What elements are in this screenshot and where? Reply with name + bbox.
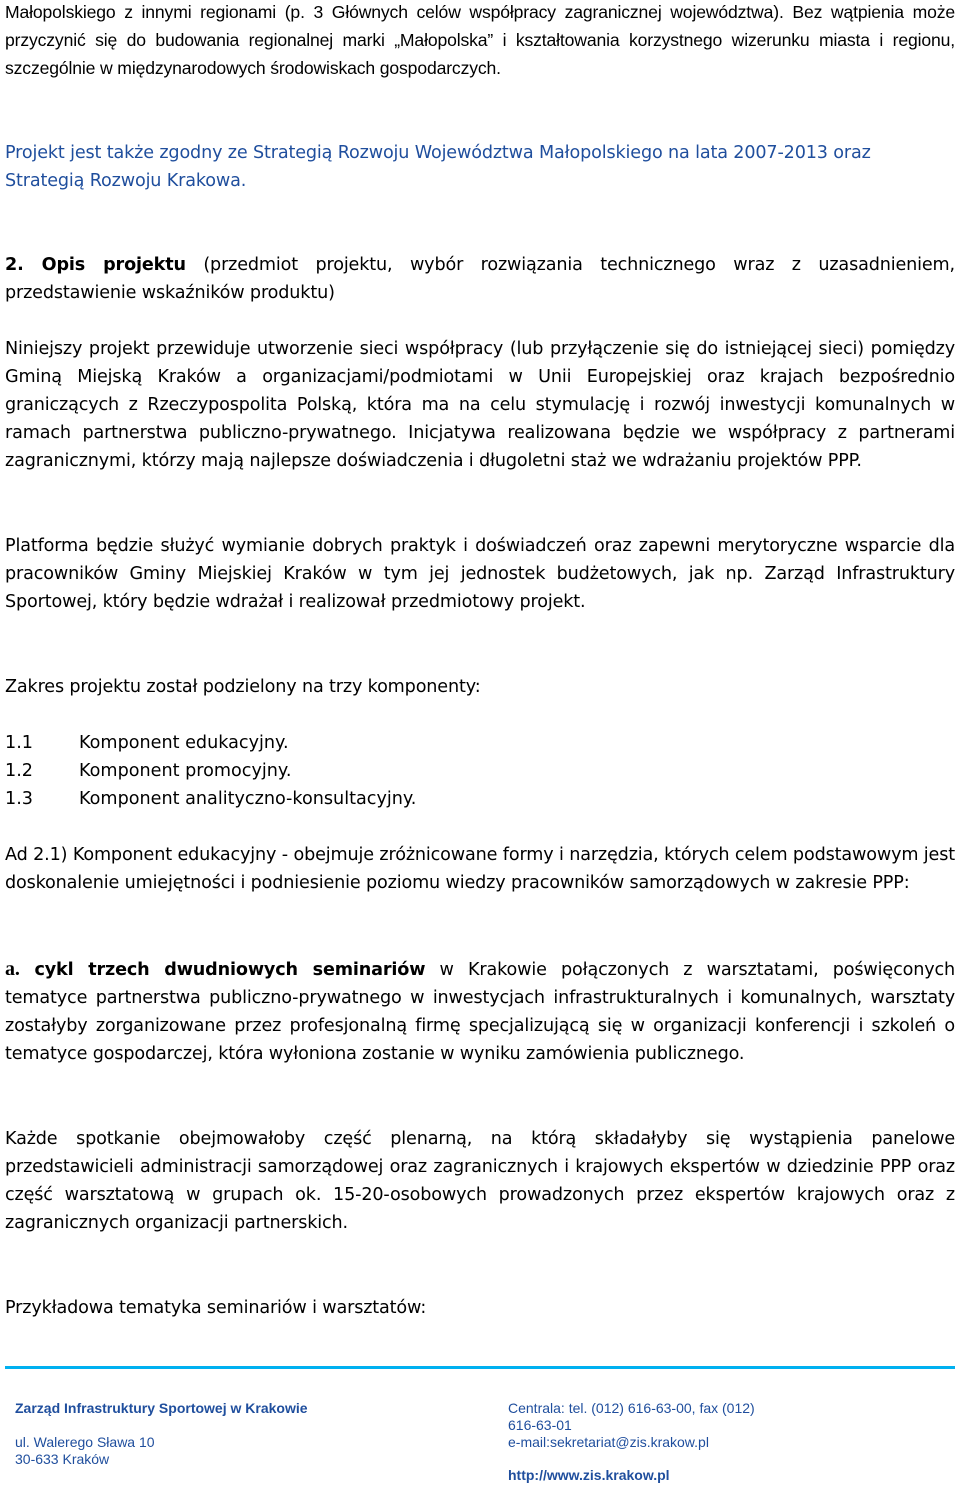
meeting-paragraph: Każde spotkanie obejmowałoby część plenarną, na którą składałyby się wystąpienia panelowe przedstawicieli administracji samorządowej oraz zagranicznych i krajowych ekspertów w dziedzinie PPP oraz część warsztatową w grupach ok. 15-20-osobowych prowadzonych przez ekspertów krajowych oraz z zagranicznych organizacji partnerskich. <box>5 1129 955 1233</box>
section-heading-title: 2. Opis projektu <box>5 255 186 275</box>
footer-email-link[interactable]: e-mail:sekretariat@zis.krakow.pl <box>508 1434 709 1450</box>
list-item-label: Komponent analityczno-konsultacyjny. <box>79 789 417 809</box>
item-a-title: cykl trzech dwudniowych seminariów <box>19 960 426 980</box>
list-item <box>5 729 416 757</box>
network-paragraph <box>5 335 955 475</box>
scope-paragraph: Zakres projektu został podzielony na trzy komponenty: <box>5 677 481 697</box>
footer-org-name: Zarząd Infrastruktury Sportowej w Krakowie <box>15 1400 308 1416</box>
page-footer <box>0 1390 960 1487</box>
list-item-number: 1.3 <box>5 789 33 809</box>
platform-paragraph: Platforma będzie służyć wymianie dobrych praktyk i doświadczeń oraz zapewni merytoryczne wsparcie dla pracowników Gminy Miejskiej Kraków w tym jej jednostek budżetowych, jak np. Zarząd Infrastruktury Sportowej, który będzie wdrażał i realizował przedmiotowy projekt. <box>5 536 955 612</box>
item-a-letter: a. <box>5 958 20 980</box>
list-item-number: 1.2 <box>5 761 33 781</box>
section-heading <box>5 251 955 307</box>
strategy-paragraph: Projekt jest także zgodny ze Strategią Rozwoju Województwa Małopolskiego na lata 2007-2013 oraz Strategią Rozwoju Krakowa. <box>5 143 871 191</box>
footer-website-link[interactable]: http://www.zis.krakow.pl <box>508 1467 670 1483</box>
footer-phone: Centrala: tel. (012) 616-63-00, fax (012) <box>508 1400 755 1416</box>
intro-paragraph: Małopolskiego z innymi regionami (p. 3 Głównych celów współpracy zagranicznej województwa). Bez wątpienia może przyczynić się do budowania regionalnej marki „Małopolska” i kształtowania korzystnego wizerunku miasta i regionu, szczególnie w międzynarodowych środowiskach gospodarczych. <box>5 2 955 78</box>
components-list <box>5 729 416 813</box>
list-item-label: Komponent edukacyjny. <box>79 733 289 753</box>
footer-fax: 616-63-01 <box>508 1417 572 1433</box>
examples-heading: Przykładowa tematyka seminariów i warsztatów: <box>5 1298 427 1318</box>
section-heading-description: (przedmiot projektu, wybór rozwiązania technicznego wraz z uzasadnieniem, przedstawienie wskaźników produktu) <box>5 255 955 303</box>
list-item <box>5 757 416 785</box>
network-paragraph-text: Niniejszy projekt przewiduje utworzenie sieci współpracy (lub przyłączenie się do istniejącej sieci) pomiędzy Gminą Miejską Kraków a organizacjami/podmiotami w Unii Europejskiej oraz krajach bezpośrednio graniczących z Rzeczypospolita Polską, która ma na celu stymulację i rozwój inwestycji komunalnych w ramach partnerstwa publiczno-prywatnego. Inicjatywa realizowana będzie we współpracy z partnerami zagranicznymi, którzy mają najlepsze doświadczenia i długoletni staż we wdrażaniu projektów PPP. <box>5 339 955 471</box>
item-a-text: w Krakowie połączonych z warsztatami, poświęconych tematyce partnerstwa publiczno-prywatnego w inwestycjach infrastrukturalnych i komunalnych, warsztaty zostałyby zorganizowane przez profesjonalną firmę specjalizującą się w organizacji konferencji i szkoleń o tematyce gospodarczej, która wyłoniona zostanie w wyniku zamówienia publicznego. <box>5 960 955 1064</box>
footer-city: 30-633 Kraków <box>15 1451 110 1467</box>
item-a-paragraph <box>5 955 955 1068</box>
footer-street: ul. Walerego Sława 10 <box>15 1434 155 1450</box>
ad21-paragraph: Ad 2.1) Komponent edukacyjny - obejmuje zróżnicowane formy i narzędzia, których celem podstawowym jest doskonalenie umiejętności i podniesienie poziomu wiedzy pracowników samorządowych w zakresie PPP: <box>5 845 955 893</box>
footer-divider <box>5 1366 955 1369</box>
list-item-label: Komponent promocyjny. <box>79 761 292 781</box>
list-item <box>5 785 416 813</box>
list-item-number: 1.1 <box>5 733 33 753</box>
